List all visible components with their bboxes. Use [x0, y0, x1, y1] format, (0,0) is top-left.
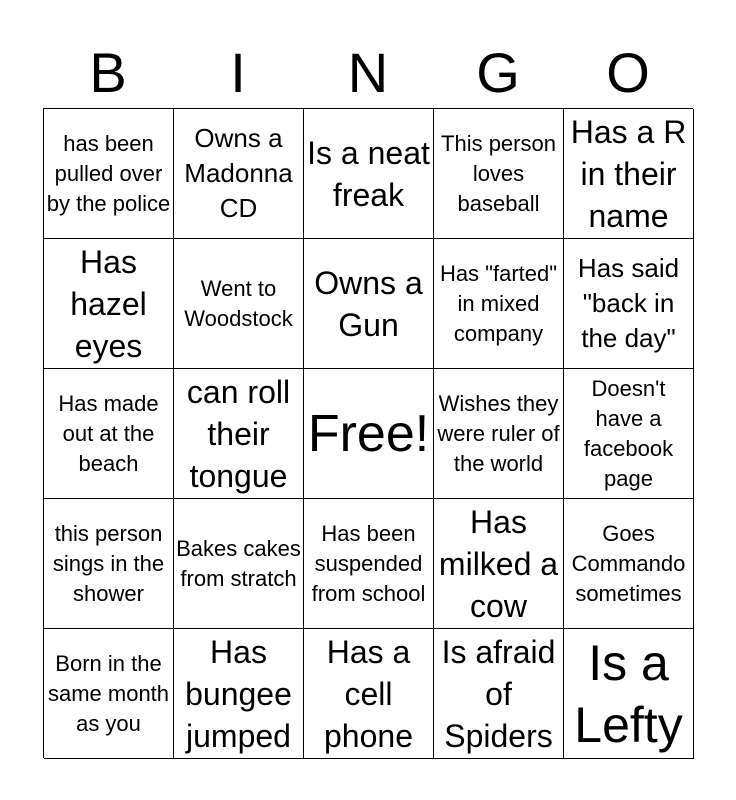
bingo-free-space[interactable]: [304, 369, 434, 499]
bingo-cell-text: Goes Commando sometimes: [571, 520, 686, 606]
bingo-cell-text: Has said "back in the day": [577, 253, 680, 353]
bingo-cell[interactable]: [434, 239, 564, 369]
bingo-cell[interactable]: [44, 499, 174, 629]
bingo-cell[interactable]: [564, 369, 694, 499]
bingo-cell-text: Has a cell phone: [324, 633, 413, 754]
bingo-cell-text: Is afraid of Spiders: [441, 633, 556, 754]
bingo-cell-text: this person sings in the shower: [52, 520, 165, 606]
bingo-cell-text: Has been suspended from school: [311, 520, 426, 606]
bingo-cell-text: Bakes cakes from stratch: [176, 535, 301, 591]
bingo-cell[interactable]: [304, 239, 434, 369]
header-letter-o: O: [606, 41, 650, 104]
bingo-cell-text: Owns a Gun: [314, 264, 423, 343]
bingo-cell[interactable]: [174, 109, 304, 239]
bingo-cell[interactable]: [44, 109, 174, 239]
bingo-card-grid: [43, 108, 693, 758]
bingo-cell[interactable]: [304, 109, 434, 239]
bingo-cell-text: Has a R in their name: [570, 113, 687, 234]
bingo-cell[interactable]: [304, 629, 434, 759]
bingo-cell[interactable]: [564, 629, 694, 759]
bingo-cell-text: Is a Lefty: [574, 634, 683, 753]
bingo-cell[interactable]: [174, 499, 304, 629]
bingo-cell[interactable]: [44, 369, 174, 499]
bingo-cell-text: Has made out at the beach: [58, 390, 159, 476]
bingo-cell-text: Has bungee jumped: [185, 633, 292, 754]
bingo-cell-text: Is a neat freak: [307, 134, 430, 213]
bingo-cell-text: Free!: [307, 404, 430, 463]
bingo-cell-text: Went to Woodstock: [184, 275, 293, 331]
bingo-cell-text: This person loves baseball: [441, 130, 556, 216]
bingo-cell-text: has been pulled over by the police: [46, 130, 171, 216]
bingo-cell[interactable]: [564, 499, 694, 629]
bingo-cell-text: can roll their tongue: [186, 373, 291, 494]
bingo-cell[interactable]: [174, 369, 304, 499]
bingo-cell-text: Owns a Madonna CD: [184, 123, 293, 223]
bingo-cell-text: Has milked a cow: [438, 503, 559, 624]
bingo-cell-text: Wishes they were ruler of the world: [437, 390, 560, 476]
bingo-cell[interactable]: [434, 109, 564, 239]
bingo-cell[interactable]: [304, 499, 434, 629]
bingo-cell-text: Born in the same month as you: [47, 650, 170, 736]
bingo-cell[interactable]: [44, 629, 174, 759]
bingo-cell[interactable]: [174, 239, 304, 369]
bingo-cell-text: Has "farted" in mixed company: [439, 260, 558, 346]
bingo-cell[interactable]: [434, 499, 564, 629]
bingo-cell[interactable]: [564, 109, 694, 239]
header-letter-b: B: [89, 41, 127, 104]
bingo-cell[interactable]: [564, 239, 694, 369]
bingo-cell-text: Doesn't have a facebook page: [583, 375, 674, 491]
header-letter-n: N: [347, 41, 389, 104]
bingo-cell[interactable]: [434, 629, 564, 759]
bingo-cell[interactable]: [174, 629, 304, 759]
header-letter-g: G: [476, 41, 520, 104]
bingo-header: [43, 40, 693, 106]
bingo-cell[interactable]: [44, 239, 174, 369]
bingo-cell-text: Has hazel eyes: [70, 243, 147, 364]
header-letter-i: I: [230, 41, 246, 104]
bingo-cell[interactable]: [434, 369, 564, 499]
